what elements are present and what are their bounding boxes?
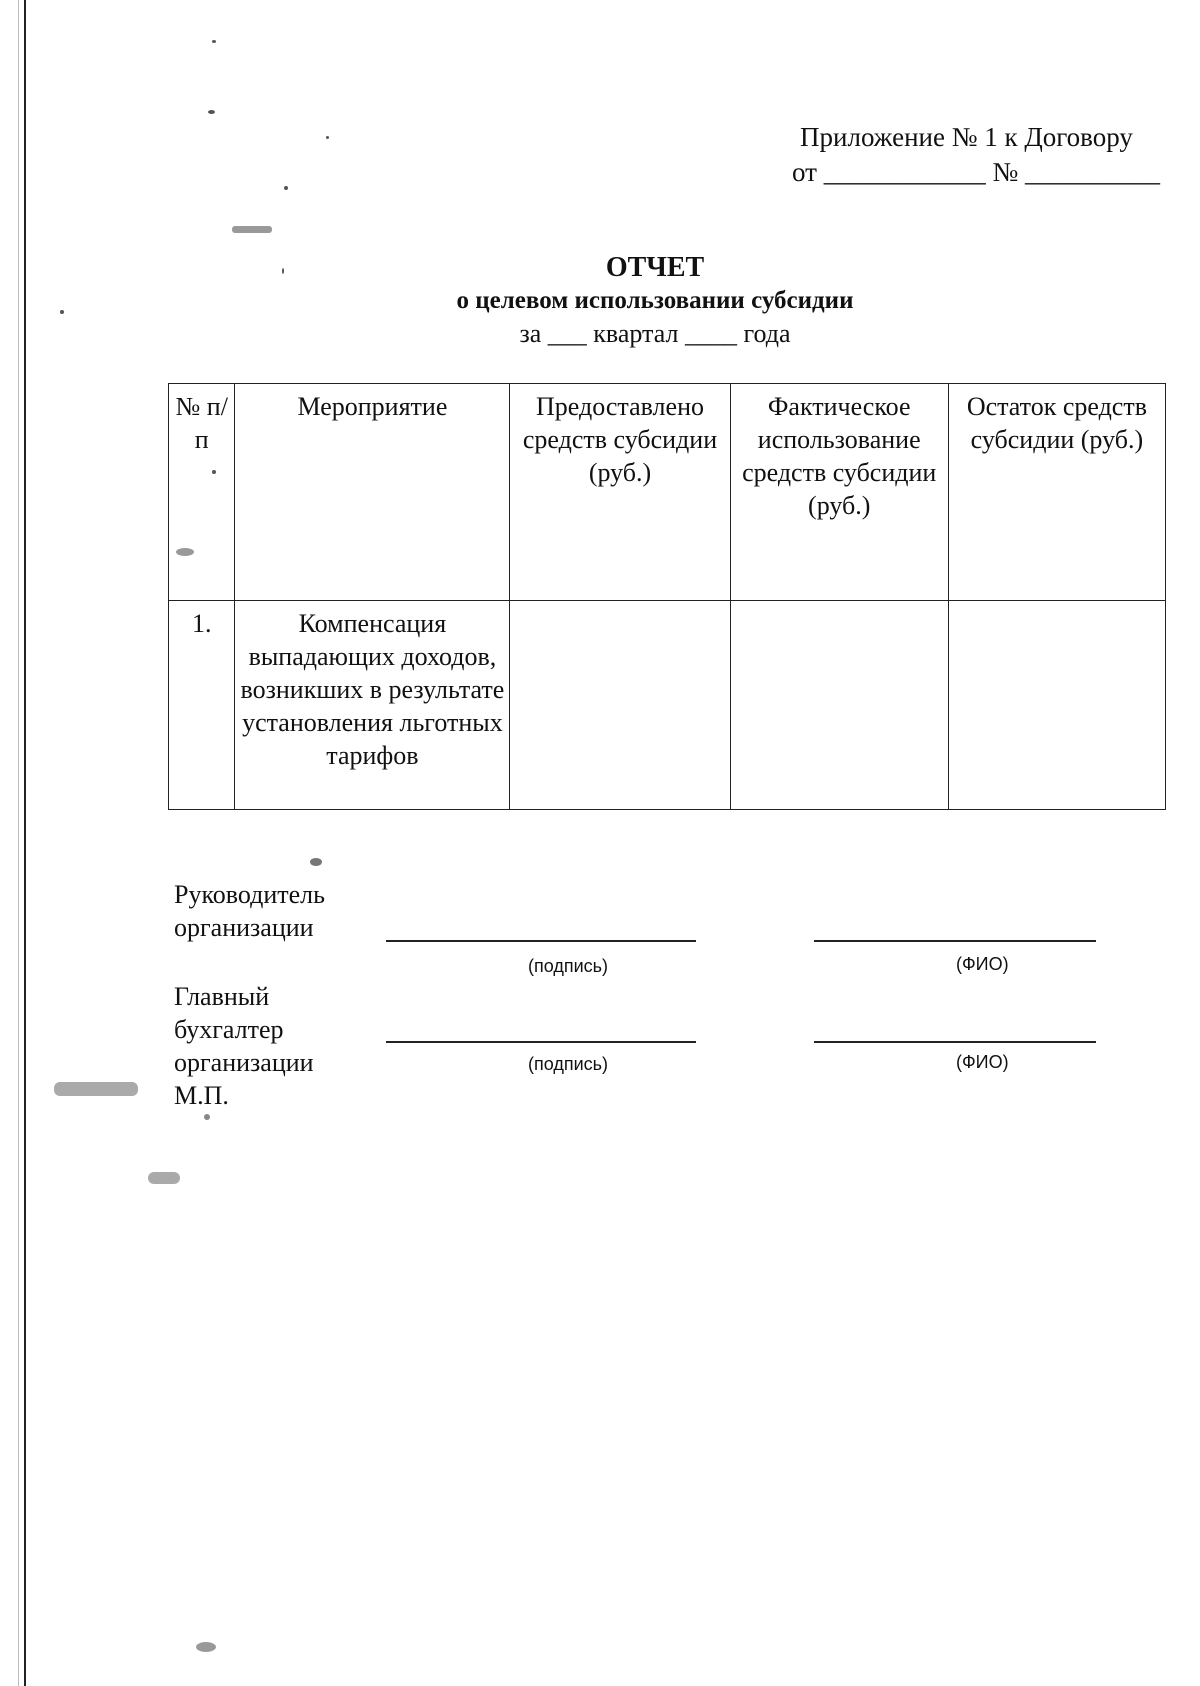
report-subtitle: о целевом использовании субсидии [456,287,854,314]
cell-activity: Компенсация выпадающих доходов, возникших в результате установления льготных тарифов [235,601,510,810]
annex-line-1: Приложение № 1 к Договору [800,122,1133,152]
head-name-line [814,940,1096,942]
accountant-signature-line [386,1041,696,1043]
scan-speck [232,226,272,233]
cell-remaining-funds [948,601,1165,810]
table-header-row [169,384,1166,601]
head-signature-line [386,940,696,942]
header-actual-use: Фактическое использование средств субсидии (руб.) [730,384,948,601]
cell-provided-funds [510,601,730,810]
scan-speck [196,1642,216,1652]
accountant-name-line [814,1041,1096,1043]
report-period: за ___ квартал ____ года [519,319,791,348]
scan-speck [326,136,329,139]
report-title-block [0,251,1200,351]
scan-speck [310,858,322,866]
scan-speck [284,186,288,190]
scan-speck [148,1172,180,1184]
subsidy-report-table [168,383,1166,810]
annex-reference [792,120,1160,190]
head-name-caption: (ФИО) [956,954,1009,974]
accountant-signature-caption: (подпись) [528,1054,609,1074]
header-remaining-funds: Остаток средств субсидии (руб.) [948,384,1165,601]
head-signature-caption: (подпись) [528,956,609,976]
accountant-name-caption: (ФИО) [956,1052,1009,1072]
scan-speck [204,1114,210,1120]
header-provided-funds: Предоставлено средств субсидии (руб.) [510,384,730,601]
cell-actual-use [730,601,948,810]
chief-accountant-label: Главный бухгалтер организации [174,982,314,1077]
header-number: № п/п [169,384,235,601]
stamp-place-label: М.П. [174,1081,229,1110]
annex-line-2: от ____________ № __________ [792,157,1160,187]
scan-speck [212,40,216,43]
scan-speck [54,1082,138,1096]
table-row [169,601,1166,810]
scan-speck [208,110,215,114]
cell-number: 1. [169,601,235,810]
report-title: ОТЧЕТ [605,252,705,283]
head-of-organization-label: Руководитель организации [174,880,325,942]
header-activity: Мероприятие [235,384,510,601]
